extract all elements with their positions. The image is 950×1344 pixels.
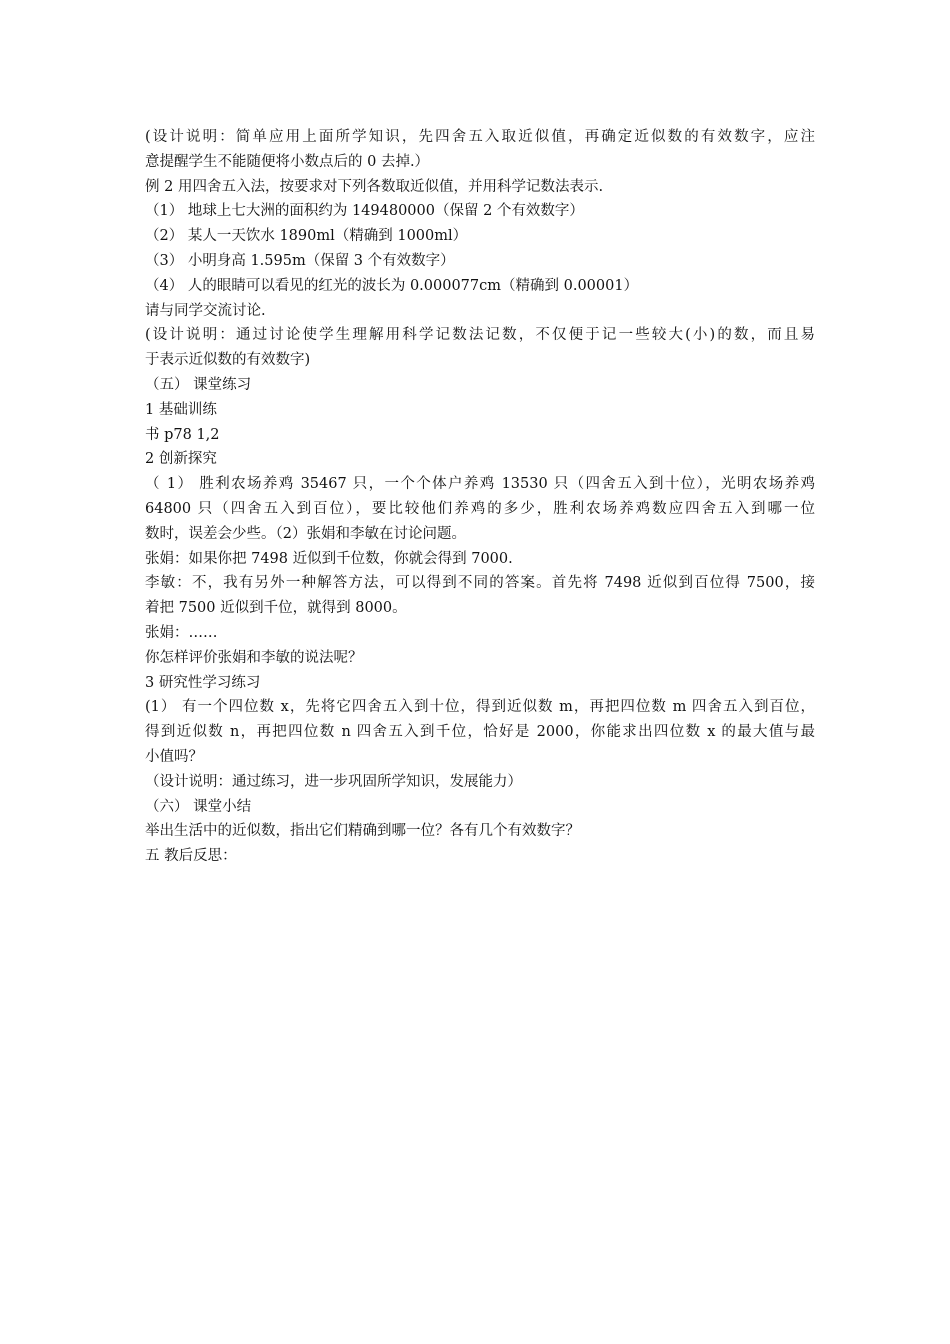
text-line: 请与同学交流讨论. — [145, 302, 266, 319]
text-line: 1 基础训练 — [145, 401, 217, 418]
text-line: （3） 小明身高 1.595m（保留 3 个有效数字） — [145, 252, 455, 269]
text-line: 3 研究性学习练习 — [145, 674, 261, 691]
text-line: （4） 人的眼睛可以看见的红光的波长为 0.000077cm（精确到 0.00001） — [145, 277, 639, 294]
text-line: 得到近似数 n，再把四位数 n 四舍五入到千位，恰好是 2000，你能求出四位数 x 的最大值与最 — [145, 724, 815, 741]
text-line: 于表示近似数的有效数字) — [145, 352, 311, 369]
text-line: 张娟：…… — [145, 624, 218, 641]
text-line: 64800 只（四舍五入到百位），要比较他们养鸡的多少，胜利农场养鸡数应四舍五入到哪一位 — [145, 500, 815, 517]
text-line: （设计说明：通过练习，进一步巩固所学知识，发展能力） — [145, 773, 522, 790]
text-line: （ 1） 胜利农场养鸡 35467 只，一个个体户养鸡 13530 只（四舍五入到十位），光明农场养鸡 — [145, 476, 815, 493]
text-line: 五 教后反思： — [145, 848, 237, 865]
text-line: （2） 某人一天饮水 1890ml（精确到 1000ml） — [145, 228, 468, 245]
text-line: 书 p78 1,2 — [145, 426, 220, 443]
text-line: （五） 课堂练习 — [145, 376, 252, 393]
text-line: 举出生活中的近似数，指出它们精确到哪一位？各有几个有效数字？ — [145, 823, 580, 840]
text-line: 李敏：不，我有另外一种解答方法，可以得到不同的答案。首先将 7498 近似到百位得 7500，接 — [145, 575, 815, 592]
text-line: 着把 7500 近似到千位，就得到 8000。 — [145, 600, 407, 617]
text-line: (1） 有一个四位数 x，先将它四舍五入到十位，得到近似数 m，再把四位数 m 四舍五入到百位， — [145, 699, 815, 716]
text-line: (设计说明：简单应用上面所学知识，先四舍五入取近似值，再确定近似数的有效数字，应注 — [145, 129, 815, 145]
text-line: 2 创新探究 — [145, 451, 217, 468]
text-line: 意提醒学生不能随便将小数点后的 0 去掉.） — [145, 153, 430, 170]
text-line: 张娟：如果你把 7498 近似到千位数，你就会得到 7000. — [145, 550, 513, 567]
text-line: （1） 地球上七大洲的面积约为 149480000（保留 2 个有效数字） — [145, 203, 584, 220]
document-body — [145, 125, 815, 869]
text-line: (设计说明：通过讨论使学生理解用科学记数法记数，不仅便于记一些较大(小)的数，而且易 — [145, 327, 815, 344]
text-line: 小值吗？ — [145, 748, 203, 765]
text-line: 数时，误差会少些。（2）张娟和李敏在讨论问题。 — [145, 525, 466, 542]
text-line: 你怎样评价张娟和李敏的说法呢？ — [145, 649, 363, 666]
text-line: 例 2 用四舍五入法，按要求对下列各数取近似值，并用科学记数法表示. — [145, 178, 604, 195]
text-line: （六） 课堂小结 — [145, 798, 252, 815]
